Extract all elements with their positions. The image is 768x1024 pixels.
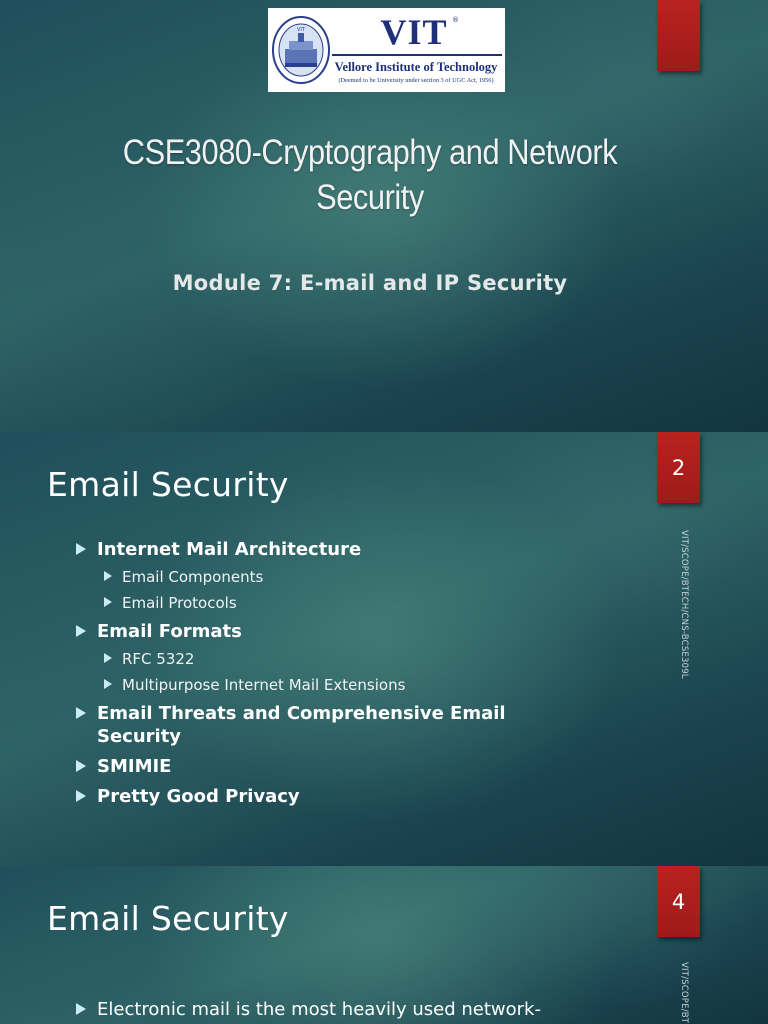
registered-mark: ® (452, 16, 459, 24)
sub-bullet-item (76, 593, 576, 613)
bullet-arrow-icon (76, 760, 86, 772)
sub-bullet-item (76, 567, 576, 587)
bullet-text: Electronic mail is the most heavily used network- (97, 999, 541, 1020)
slide-title: Email Security (47, 899, 289, 938)
bullet-arrow-icon (104, 597, 112, 607)
title-slide (0, 0, 768, 432)
svg-text:VIT: VIT (297, 27, 305, 33)
bullet-arrow-icon (104, 679, 112, 689)
bullet-arrow-icon (104, 571, 112, 581)
logo-tagline: (Deemed to be University under section 3 of UGC Act, 1956) (338, 77, 494, 84)
bullet-text: SMIMIE (97, 756, 172, 777)
bullet-arrow-icon (76, 625, 86, 637)
vit-logo (268, 8, 505, 92)
sub-bullet-text: Multipurpose Internet Mail Extensions (122, 676, 406, 694)
bullet-arrow-icon (76, 543, 86, 555)
slide-number-tab: 2 (657, 432, 700, 503)
bullet-arrow-icon (76, 1003, 86, 1015)
sub-bullet-text: Email Components (122, 568, 264, 586)
sub-bullet-item (76, 675, 576, 695)
bullet-item (76, 785, 576, 808)
bullet-item (76, 538, 576, 561)
course-title: CSE3080-Cryptography and Network Security (122, 133, 618, 217)
sub-bullet-text: RFC 5322 (122, 650, 195, 668)
bullet-text: Email Threats and Comprehensive Email Security (97, 703, 506, 747)
slide-title: Email Security (47, 465, 289, 504)
module-subtitle: Module 7: E-mail and IP Security (172, 271, 568, 295)
bullet-arrow-icon (76, 707, 86, 719)
logo-wordmark: VIT (380, 12, 448, 52)
logo-institute-name: Vellore Institute of Technology (334, 60, 498, 74)
email-security-slide (0, 432, 768, 866)
bullet-text: Internet Mail Architecture (97, 539, 362, 560)
bullet-arrow-icon (76, 790, 86, 802)
vit-seal-icon (271, 15, 331, 85)
slide-number-tab (657, 0, 700, 71)
slide-footer: VIT/SCOPE/BT (679, 962, 689, 1024)
sub-bullet-item (76, 649, 576, 669)
bullet-item (76, 998, 617, 1021)
email-security-slide-2 (0, 866, 768, 1024)
bullet-text: Email Formats (97, 621, 242, 642)
slide-footer: VIT/SCOPE/BTECH/CNS-BCSE309L (679, 530, 689, 679)
bullet-item (76, 620, 576, 643)
bullet-list (76, 538, 576, 815)
sub-bullet-text: Email Protocols (122, 594, 237, 612)
slide-number-tab: 4 (657, 866, 700, 937)
bullet-item (76, 755, 576, 778)
bullet-arrow-icon (104, 653, 112, 663)
bullet-text: Pretty Good Privacy (97, 786, 300, 807)
logo-divider (332, 54, 502, 56)
bullet-item (76, 702, 576, 748)
